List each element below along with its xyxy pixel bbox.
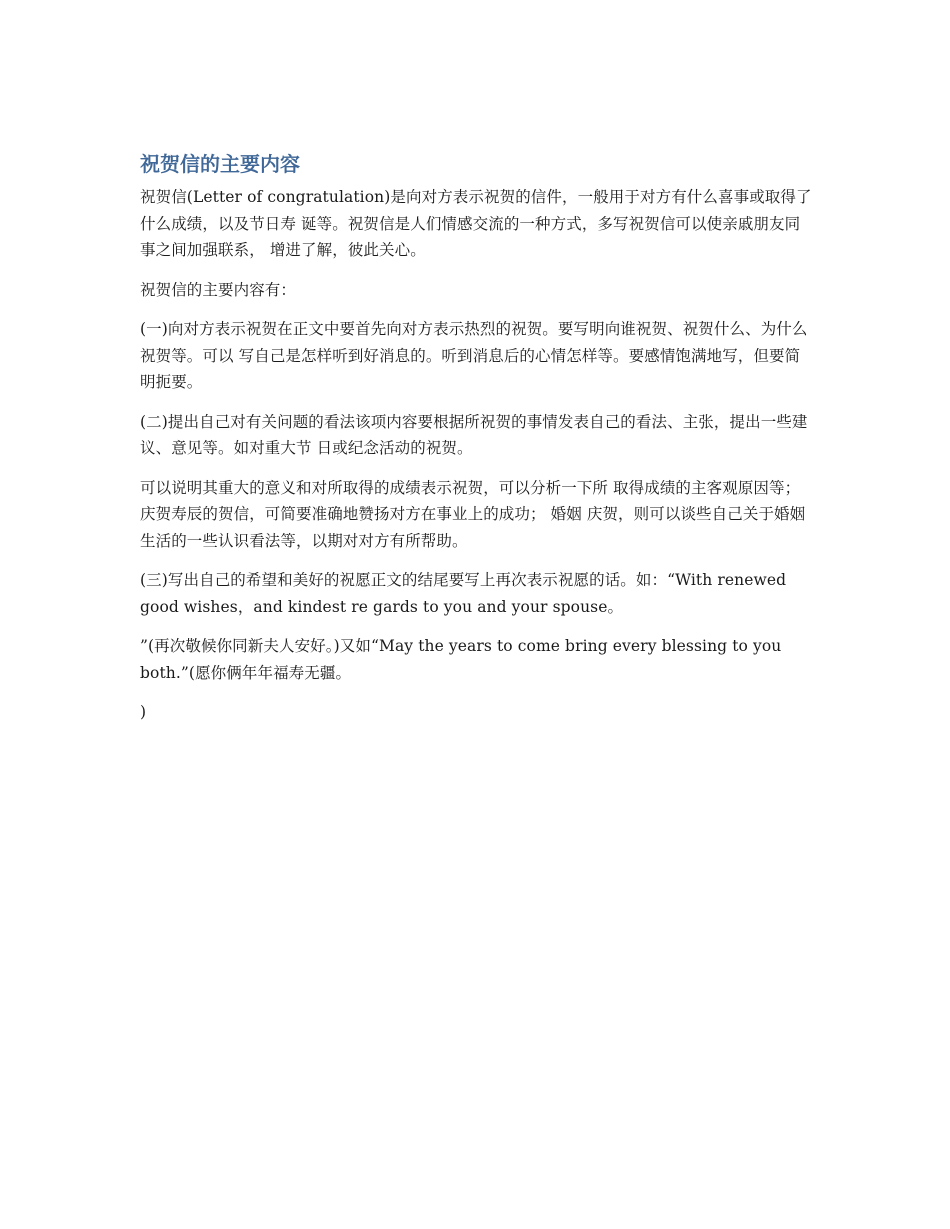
document-title: 祝贺信的主要内容	[140, 152, 300, 176]
document-page	[140, 148, 815, 739]
paragraph-closing-paren: )	[140, 703, 147, 721]
paragraph-intro: 祝贺信(Letter of congratulation)是向对方表示祝贺的信件，一般用于对方有什么喜事或取得了什么成绩，以及节日寿 诞等。祝贺信是人们情感交流的一种方式，多写祝贺信可以使亲戚朋友同事之间加强联系， 增进了解，彼此关心。	[140, 188, 812, 259]
paragraph-section-two-detail: 可以说明其重大的意义和对所取得的成绩表示祝贺，可以分析一下所 取得成绩的主客观原因等；庆贺寿辰的贺信，可简要准确地赞扬对方在事业上的成功； 婚姻 庆贺，则可以谈些自己关于婚姻生活的一些认识看法等，以期对对方有所帮助。	[140, 478, 806, 550]
paragraph-section-three-example: ”(再次敬候你同新夫人安好。)又如“May the years to come bring every blessing to you both.”(愿你俩年年福寿无疆。	[140, 637, 782, 682]
paragraph-section-one: (一)向对方表示祝贺在正文中要首先向对方表示热烈的祝贺。要写明向谁祝贺、祝贺什么、为什么祝贺等。可以 写自己是怎样听到好消息的。听到消息后的心情怎样等。要感情饱满地写，但要简明扼要。	[140, 320, 808, 391]
paragraph-contents-heading: 祝贺信的主要内容有：	[140, 280, 297, 299]
paragraph-section-three: (三)写出自己的希望和美好的祝愿正文的结尾要写上再次表示祝愿的话。如：“With renewed good wishes，and kindest re gards to you and your spouse。	[140, 571, 787, 616]
paragraph-section-two: (二)提出自己对有关问题的看法该项内容要根据所祝贺的事情发表自己的看法、主张，提出一些建议、意见等。如对重大节 日或纪念活动的祝贺。	[140, 412, 808, 457]
